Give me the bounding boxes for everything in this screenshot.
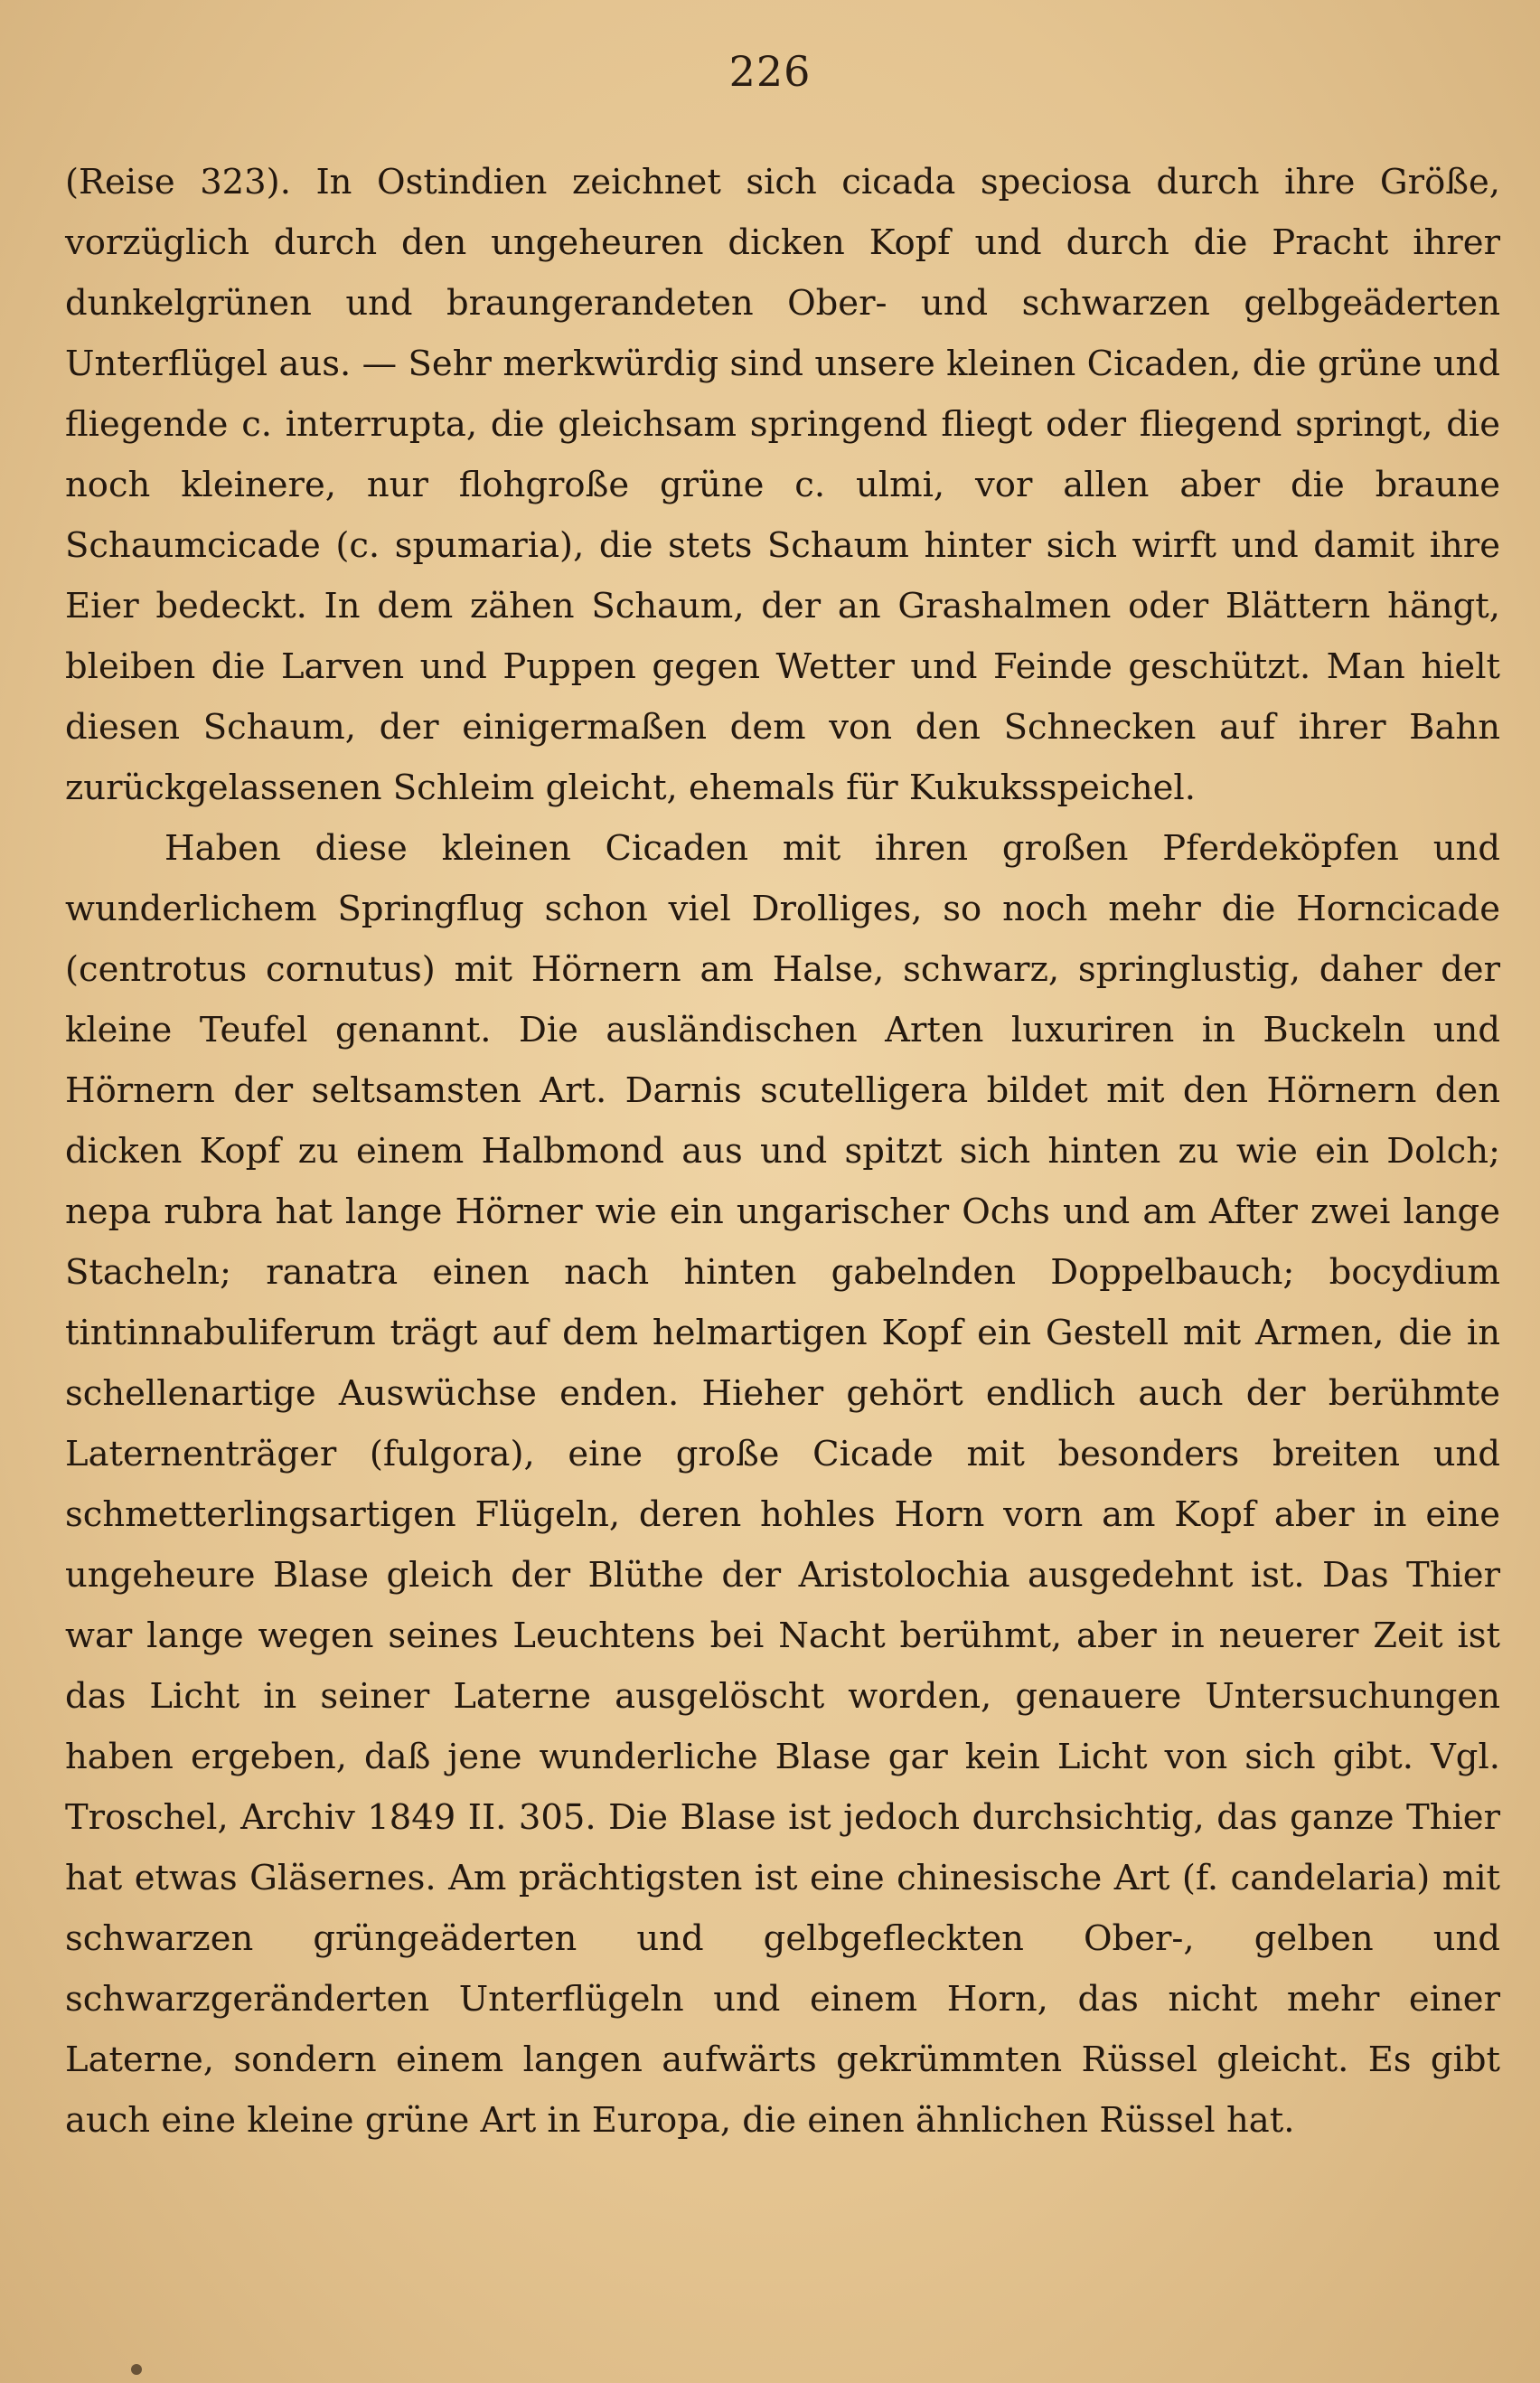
- body-text: [65, 152, 1500, 2151]
- paragraph-1: (Reise 323). In Ostindien zeichnet sich cicada speciosa durch ihre Größe, vorzüglich durch den ungeheuren dicken Kopf und durch die Pracht ihrer dunkelgrünen und braungerandeten Ober- und schwarzen gelbgeäderten Unterflügel aus. — Sehr merkwürdig sind unsere kleinen Cicaden, die grüne und fliegende c. interrupta, die gleichsam springend fliegt oder fliegend springt, die noch kleinere, nur flohgroße grüne c. ulmi, vor allen aber die braune Schaumcicade (c. spumaria), die stets Schaum hinter sich wirft und damit ihre Eier bedeckt. In dem zähen Schaum, der an Grashalmen oder Blättern hängt, bleiben die Larven und Puppen gegen Wetter und Feinde geschützt. Man hielt diesen Schaum, der einigermaßen dem von den Schnecken auf ihrer Bahn zurückgelassenen Schleim gleicht, ehemals für Kukuksspeichel.: [65, 162, 1500, 808]
- page-number: 226: [728, 47, 812, 96]
- ink-smudge: [131, 2364, 142, 2375]
- paragraph-2: Haben diese kleinen Cicaden mit ihren großen Pferdeköpfen und wunderlichem Springflug schon viel Drolliges, so noch mehr die Horncicade (centrotus cornutus) mit Hörnern am Halse, schwarz, springlustig, daher der kleine Teufel genannt. Die ausländischen Arten luxuriren in Buckeln und Hörnern der seltsamsten Art. Darnis scutelligera bildet mit den Hörnern den dicken Kopf zu einem Halbmond aus und spitzt sich hinten zu wie ein Dolch; nepa rubra hat lange Hörner wie ein ungarischer Ochs und am After zwei lange Stacheln; ranatra einen nach hinten gabelnden Doppelbauch; bocydium tintinnabuliferum trägt auf dem helmartigen Kopf ein Gestell mit Armen, die in schellenartige Auswüchse enden. Hieher gehört endlich auch der berühmte Laternenträger (fulgora), eine große Cicade mit besonders breiten und schmetterlingsartigen Flügeln, deren hohles Horn vorn am Kopf aber in eine ungeheure Blase gleich der Blüthe der Aristolochia ausgedehnt ist. Das Thier war lange wegen seines Leuchtens bei Nacht berühmt, aber in neuerer Zeit ist das Licht in seiner Laterne ausgelöscht worden, genauere Untersuchungen haben ergeben, daß jene wunderliche Blase gar kein Licht von sich gibt. Vgl. Troschel, Archiv 1849 II. 305. Die Blase ist jedoch durchsichtig, das ganze Thier hat etwas Gläsernes. Am prächtigsten ist eine chinesische Art (f. candelaria) mit schwarzen grüngeäderten und gelbgefleckten Ober-, gelben und schwarzgeränderten Unterflügeln und einem Horn, das nicht mehr einer Laterne, sondern einem langen aufwärts gekrümmten Rüssel gleicht. Es gibt auch eine kleine grüne Art in Europa, die einen ähnlichen Rüssel hat.: [65, 828, 1500, 2141]
